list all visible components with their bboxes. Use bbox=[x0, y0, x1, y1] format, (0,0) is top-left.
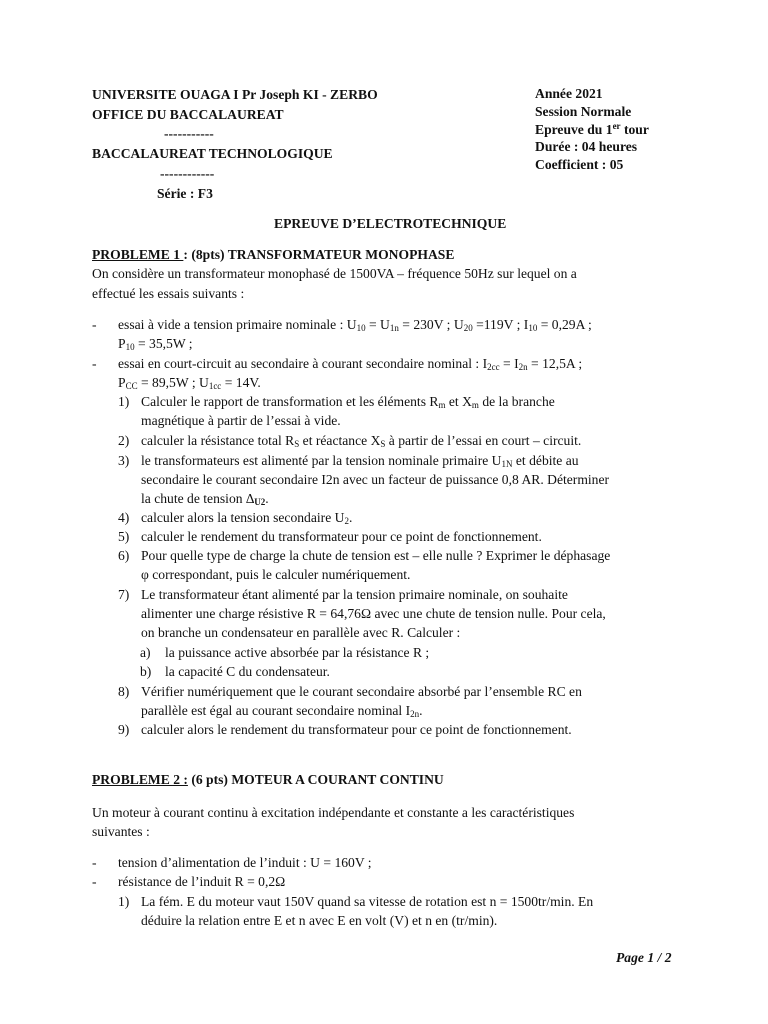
problem-2-intro-line-2: suivantes : bbox=[92, 824, 150, 839]
coefficient-label: Coefficient : 05 bbox=[535, 157, 624, 172]
separator-2: ------------ bbox=[160, 166, 215, 181]
problem-1-heading: PROBLEME 1 : (8pts) TRANSFORMATEUR MONOPHASE bbox=[92, 247, 455, 262]
serie-label: Série : F3 bbox=[157, 186, 213, 201]
essai-cc-line-2: $P_{CC} = 89,5W$ ; $U_{1cc} = 14V$. bbox=[118, 375, 261, 391]
year-label: Année 2021 bbox=[535, 86, 603, 101]
bullet-dash: - bbox=[92, 317, 97, 332]
separator-1: ----------- bbox=[164, 126, 214, 141]
essai-vide-line-2: $P_{10} = 35,5W$ ; bbox=[118, 336, 193, 352]
essai-vide-line-1: essai à vide a tension primaire nominale : $U_{10} = U_{1n} = 230V$ ; $U_{20} =119V$ ; $I_{10} = 0,29A$ ; bbox=[118, 317, 592, 333]
problem-1-intro-line-1: On considère un transformateur monophasé de 1500VA – fréquence 50Hz sur lequel on a bbox=[92, 266, 577, 281]
bullet-dash: - bbox=[92, 356, 97, 371]
epreuve-label: Epreuve du 1er tour bbox=[535, 121, 649, 137]
university-name: UNIVERSITE OUAGA I Pr Joseph KI - ZERBO bbox=[92, 87, 378, 102]
exam-title: EPREUVE D’ELECTROTECHNIQUE bbox=[274, 216, 507, 231]
session-label: Session Normale bbox=[535, 104, 632, 119]
problem-1-intro-line-2: effectué les essais suivants : bbox=[92, 286, 245, 301]
problem-2-intro-line-1: Un moteur à courant continu à excitation indépendante et constante a les caractéristiques bbox=[92, 805, 575, 820]
essai-cc-line-1: essai en court-circuit au secondaire à courant secondaire nominal : $I_{2cc} = I_{2n} = 12,5A$ ; bbox=[118, 356, 583, 372]
problem-2-heading: PROBLEME 2 : (6 pts) MOTEUR A COURANT CONTINU bbox=[92, 772, 444, 787]
office-name: OFFICE DU BACCALAUREAT bbox=[92, 107, 284, 122]
bullet-dash: - bbox=[92, 855, 97, 870]
page-number: Page 1 / 2 bbox=[616, 950, 672, 965]
bac-title: BACCALAUREAT TECHNOLOGIQUE bbox=[92, 146, 333, 161]
duration-label: Durée : 04 heures bbox=[535, 139, 638, 154]
bullet-dash: - bbox=[92, 874, 97, 889]
